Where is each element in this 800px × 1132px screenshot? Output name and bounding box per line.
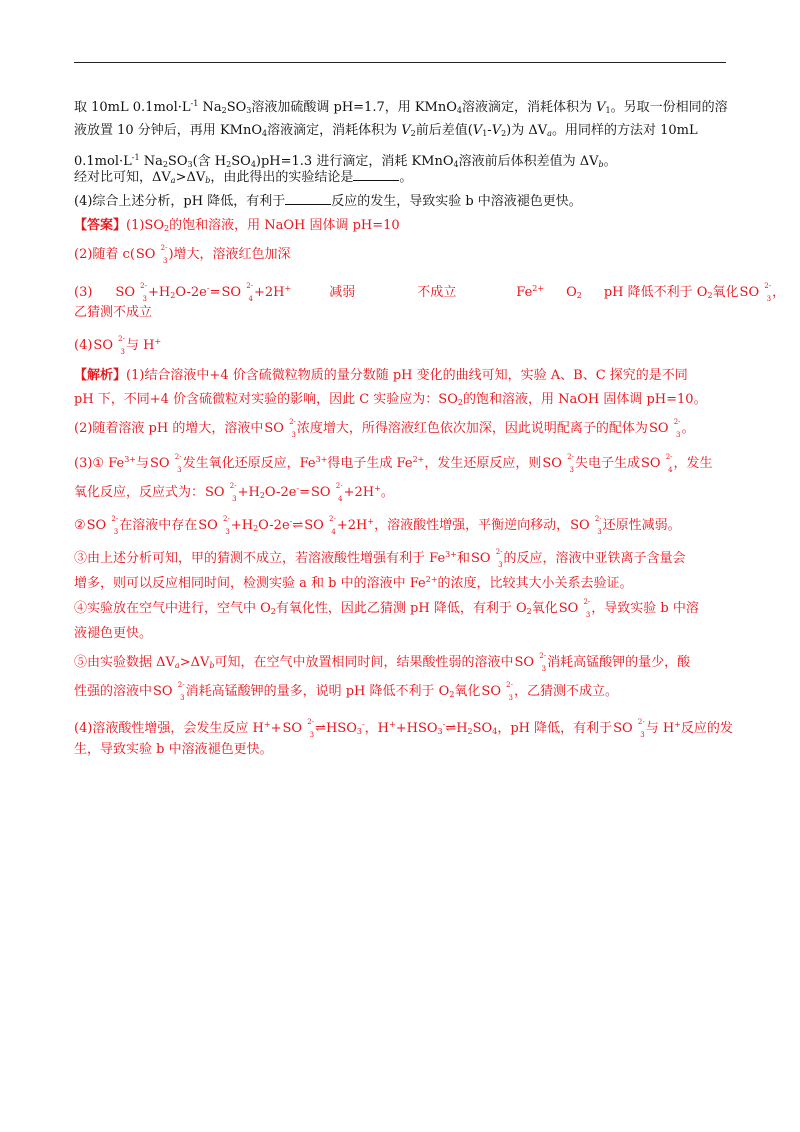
sulfate-ion: SO 2- 4 — [311, 482, 343, 503]
answer-line-1: 【答案】$(1)SO_2$的饱和溶液，用 NaOH 固体调 pH=10 — [74, 218, 400, 233]
document-body — [74, 94, 786, 760]
answer-tag: 【答案】 — [74, 218, 127, 233]
sulfite-ion: SO 2- 3 — [558, 598, 591, 619]
answer-blank-2[interactable] — [285, 192, 331, 205]
sulfite-ion: SO 2- 3 — [542, 453, 574, 474]
question-line-2: 液放置 10 分钟后，再用 KMnO$_4$溶液滴定，消耗体积为 $V_2$前后差值$(V_1-V_2)$为 $\Delta V_a$。用同样的方法对 10mL — [74, 123, 698, 138]
sulfite-ion: SO 2- 3 — [282, 718, 315, 739]
analysis-line-1: 【解析】(1)结合溶液中+4 价含硫微粒物质的量分数随 pH 变化的曲线可知，实验 A、B、C 探究的是不同 — [74, 368, 688, 383]
analysis-line-10: 液褪色更快。 — [74, 626, 153, 641]
analysis-line-9: ④实验放在空气中进行，空气中 $O_2$有氧化性，因此乙猜测 pH 降低，有利于 $O_2$氧化SO 2- 3 ，导致实验 b 中溶 — [74, 598, 699, 619]
header-rule — [74, 62, 726, 63]
question-line-1: 取 10mL $0.1mol\cdot L^{-1}$ $Na_2SO_3$溶液加硫酸调 pH=1.7，用 KMnO$_4$溶液滴定，消耗体积为 $V_1$。另取一份相同的溶 — [74, 99, 728, 115]
sulfite-ion: SO 2- 3 — [115, 282, 147, 303]
analysis-line-6: ②SO 2- 3 在溶液中存在SO 2- 3 $+H_2O-2e^-\rightleftharpoons SO$ 2- 4 +2H+，溶液酸性增强，平衡逆向移动，SO 2- 3 还原性减弱。 — [74, 515, 681, 536]
sulfate-ion: SO 2- 4 — [304, 515, 336, 536]
analysis-line-14: 生，导致实验 b 中溶液褪色更快。 — [74, 742, 273, 757]
sulfite-ion: SO 2- 3 — [739, 282, 772, 303]
sulfate-ion: SO 2- 4 — [640, 453, 673, 474]
sulfite-ion: SO 2- 3 — [198, 515, 230, 536]
sulfite-ion: SO 2- 3 — [514, 652, 547, 673]
answer-line-3b: 乙猜测不成立 — [74, 305, 153, 320]
analysis-line-8: 增多，则可以反应相同时间，检测实验 a 和 b 中的溶液中 $Fe^{2+}$的浓度，比较其大小关系去验证。 — [74, 575, 633, 591]
sulfite-ion: SO 2- 3 — [613, 718, 645, 739]
question-conclusion-line: 经对比可知，$\Delta V_a>\Delta V_b$，由此得出的实验结论是 。 — [74, 170, 413, 185]
sulfite-ion: SO 2- 3 — [205, 482, 237, 503]
sulfite-ion: SO 2- 3 — [86, 515, 119, 536]
analysis-line-7: ③由上述分析可知，甲的猜测不成立，若溶液酸性增强有利于 $Fe^{3+}$和SO 2- 3 的反应，溶液中亚铁离子含量会 — [74, 548, 686, 569]
answer-line-3: (3) SO 2- 3 $+H_2O-2e^-=SO$ 2- 4 +2H+ 减弱 不成立 $Fe^{2+}$ $O_2$ pH 降低不利于 $O_2$氧化SO 2- 3 ， — [74, 282, 786, 303]
analysis-line-3: (2)随着溶液 pH 的增大，溶液中SO 2- 3 浓度增大，所得溶液红色依次加深，因此说明配离子的配体为SO 2- 3 。 — [74, 418, 695, 439]
question-part4-line: (4)综合上述分析，pH 降低，有利于 反应的发生，导致实验 b 中溶液褪色更快。 — [74, 194, 582, 209]
sulfite-ion: SO 2- 3 — [470, 548, 503, 569]
analysis-line-4: (3)① $Fe^{3+}$与SO 2- 3 发生氧化还原反应，$Fe^{3+}$得电子生成 $Fe^{2+}$，发生还原反应，则SO 2- 3 失电子生成SO 2- 4 ，发生 — [74, 453, 713, 474]
analysis-line-11: ⑤由实验数据 $\Delta V_a>\Delta V_b$可知，在空气中放置相同时间，结果酸性弱的溶液中SO 2- 3 消耗高锰酸钾的量少，酸 — [74, 652, 691, 673]
analysis-tag: 【解析】 — [74, 368, 127, 383]
sulfate-ion: SO 2- 4 — [221, 282, 254, 303]
analysis-line-5: 氧化反应，反应式为：SO 2- 3 $+H_2O-2e^-=SO$ 2- 4 +2H+。 — [74, 482, 394, 503]
sulfite-ion: SO 2- 3 — [93, 335, 125, 356]
answer-blank[interactable] — [353, 168, 399, 181]
answer-line-2: (2)随着 c(SO 2- 3 )增大，溶液红色加深 — [74, 244, 291, 265]
analysis-line-12: 性强的溶液中SO 2- 3 消耗高锰酸钾的量多，说明 pH 降低不利于 $O_2$氧化SO 2- 3 ，乙猜测不成立。 — [74, 681, 619, 702]
sulfite-ion: SO 2- 3 — [135, 244, 168, 265]
sulfite-ion: SO 2- 3 — [153, 681, 185, 702]
sulfite-ion: SO 2- 3 — [648, 418, 681, 439]
sulfite-ion: SO 2- 3 — [264, 418, 296, 439]
sulfite-ion: SO 2- 3 — [481, 681, 513, 702]
question-line-3: $0.1mol\cdot L^{-1}$ $Na_2SO_3$(含 $H_2SO_4)pH=1.3$ 进行滴定，消耗 KMnO$_4$溶液前后体积差值为 $\Delta V_b$。 — [74, 153, 617, 169]
answer-line-4: (4)SO 2- 3 与 H+ — [74, 335, 162, 356]
analysis-line-13: (4)溶液酸性增强，会发生反应 H++SO 2- 3 $\rightleftharpoons HSO_3^-$，$H^++HSO_3^-\rightleftharpoons H_2SO_4$，pH 降低，有利于SO 2- 3 与 H+反应的发 — [74, 718, 733, 739]
sulfite-ion: SO 2- 3 — [570, 515, 602, 536]
analysis-line-2: pH 下，不同+4 价含硫微粒对实验的影响，因此 C 实验应为：$SO_2$的饱和溶液，用 NaOH 固体调 pH=10。 — [74, 392, 707, 407]
sulfite-ion: SO 2- 3 — [150, 453, 182, 474]
